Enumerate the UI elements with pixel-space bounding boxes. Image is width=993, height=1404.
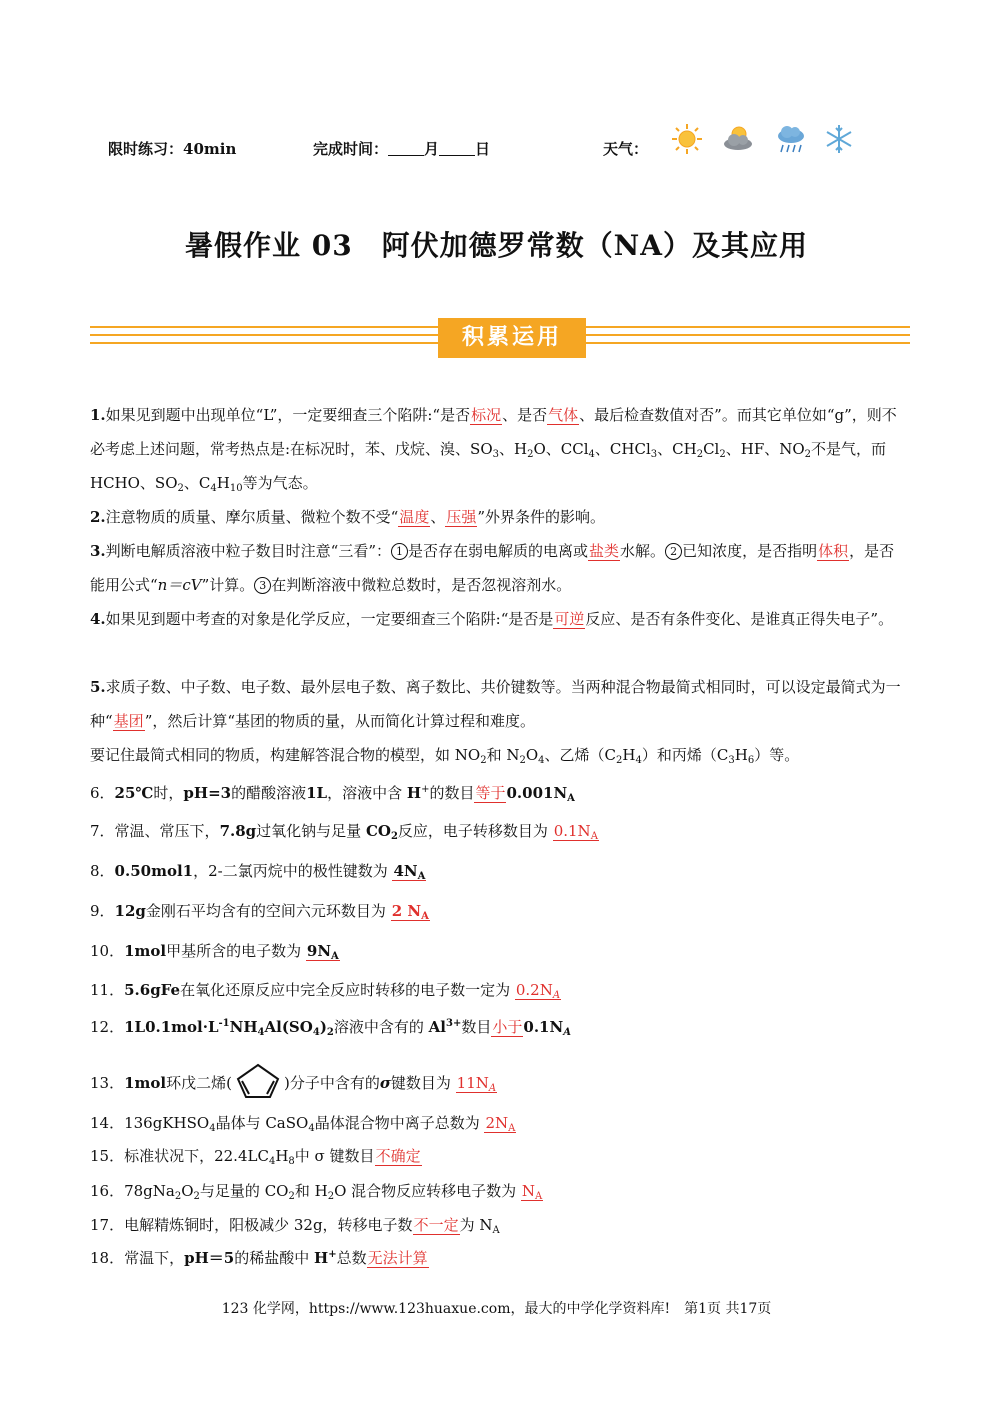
point-4 xyxy=(90,602,905,636)
answer-text: N xyxy=(521,1182,536,1200)
snow-icon xyxy=(822,122,856,156)
answer-text: 4N xyxy=(393,862,418,880)
text: 和 H xyxy=(294,1182,328,1200)
subscript: 2 xyxy=(519,755,526,766)
item-12 xyxy=(90,1012,571,1042)
text: 判断电解质溶液中粒子数目时注意“三看”： xyxy=(105,542,392,560)
answer-blank xyxy=(391,902,430,921)
text: ”计算。 xyxy=(201,576,255,594)
subscript: A xyxy=(552,990,561,1001)
subscript: A xyxy=(535,1191,543,1202)
weather-label: 天气： xyxy=(603,140,649,158)
finish-label: 完成时间： xyxy=(313,140,389,158)
subscript: 4 xyxy=(538,755,545,766)
subscript: 6 xyxy=(747,755,755,766)
text: 晶体与 CaSO xyxy=(215,1114,309,1132)
answer-text: 11N xyxy=(456,1074,489,1092)
text: 1L0.1mol·L xyxy=(124,1018,219,1036)
subscript: 4 xyxy=(209,1123,216,1134)
item-number: 7． xyxy=(90,822,115,840)
item-16 xyxy=(90,1176,543,1206)
text: 的醋酸溶液 xyxy=(231,784,307,802)
text: pH＝5 xyxy=(184,1249,235,1267)
answer-text: 9N xyxy=(306,942,332,960)
subscript: 2 xyxy=(527,449,534,460)
text: 7.8g xyxy=(219,822,257,840)
answer-blank xyxy=(306,942,340,961)
text: 水解。 xyxy=(620,542,666,560)
item-number: 17． xyxy=(90,1216,125,1234)
finish-time xyxy=(313,138,490,159)
item-6 xyxy=(90,778,575,808)
point-number: 4. xyxy=(90,610,106,628)
answer-text: 2 N xyxy=(391,902,422,920)
item-number: 18． xyxy=(90,1249,125,1267)
text: 过氧化钠与足量 xyxy=(256,822,366,840)
subscript: A xyxy=(567,793,575,804)
answer-blank xyxy=(515,981,561,1000)
text: Al(SO xyxy=(264,1018,313,1036)
item-number: 13． xyxy=(90,1074,125,1092)
text: NH xyxy=(229,1018,258,1036)
cyclopentadiene-structure-icon xyxy=(232,1062,284,1100)
text: 反应、是否有条件变化、是谁真正得失电子”。 xyxy=(585,610,894,628)
answer-blank xyxy=(553,822,599,841)
answer-blank: 不一定 xyxy=(413,1216,459,1234)
time-limit: 限时练习：40min xyxy=(108,140,237,158)
point-3 xyxy=(90,534,905,602)
text: 等为气态。 xyxy=(242,474,318,492)
answer-blank xyxy=(456,1074,497,1093)
item-11 xyxy=(90,975,561,1005)
item-18 xyxy=(90,1243,429,1273)
text: 1mol xyxy=(124,942,167,960)
point-2 xyxy=(90,500,905,534)
text: 要记住最简式相同的物质，构建解答混合物的模型，如 NO xyxy=(90,746,481,764)
circled-number: 1 xyxy=(391,543,408,560)
item-number: 16． xyxy=(90,1182,125,1200)
item-14 xyxy=(90,1108,516,1138)
item-9 xyxy=(90,896,430,926)
subscript: 4 xyxy=(588,449,595,460)
text: 标准状况下，22.4LC xyxy=(124,1147,269,1165)
point-5 xyxy=(90,670,905,772)
text: H xyxy=(406,784,422,802)
text: 136gKHSO xyxy=(124,1114,210,1132)
subscript: A xyxy=(590,831,598,842)
subscript: 2 xyxy=(174,1191,182,1202)
answer-blank: 气体 xyxy=(548,406,579,424)
text: 常温下， xyxy=(124,1249,185,1267)
answer-blank: 盐类 xyxy=(589,542,620,560)
point-number: 5. xyxy=(90,678,106,696)
text: 和 N xyxy=(486,746,520,764)
text: 总数 xyxy=(336,1249,367,1267)
item-number: 11． xyxy=(90,981,125,999)
text: 键数目为 xyxy=(390,1074,456,1092)
text: 溶液中含有的 xyxy=(333,1018,429,1036)
text: ）等。 xyxy=(754,746,800,764)
item-13 xyxy=(90,1062,497,1092)
answer-blank xyxy=(392,862,426,881)
text: 如果见到题中考查的对象是化学反应，一定要细查三个陷阱:“是否是 xyxy=(105,610,554,628)
text: 0.001N xyxy=(506,784,568,802)
answer-blank: 不确定 xyxy=(375,1147,421,1165)
text: )分子中含有的 xyxy=(283,1074,380,1092)
text: 25℃ xyxy=(114,784,154,802)
day-blank xyxy=(439,141,475,156)
subscript: 2 xyxy=(719,449,726,460)
item-number: 12． xyxy=(90,1018,125,1036)
text: Al xyxy=(428,1018,447,1036)
text: Cl xyxy=(703,440,720,458)
text: H xyxy=(734,746,748,764)
text: ）和丙烯（C xyxy=(641,746,729,764)
superscript: + xyxy=(421,784,430,795)
text: 电解精炼铜时，阳极减少 32g，转移电子数 xyxy=(124,1216,413,1234)
text: 、HF、NO xyxy=(725,440,805,458)
text: O xyxy=(181,1182,194,1200)
sigma-symbol: σ xyxy=(379,1074,391,1092)
subscript: 3 xyxy=(650,449,658,460)
subscript: 2 xyxy=(327,1191,335,1202)
item-number: 14． xyxy=(90,1114,125,1132)
text: 、是否 xyxy=(502,406,548,424)
text: 是否存在弱电解质的电离或 xyxy=(408,542,589,560)
subscript: 8 xyxy=(288,1156,295,1167)
subscript: 4 xyxy=(635,755,642,766)
text: 甲基所含的电子数为 xyxy=(166,942,306,960)
subscript: 2 xyxy=(616,755,623,766)
superscript: + xyxy=(328,1249,337,1260)
day-label: 日 xyxy=(475,140,491,158)
answer-blank: 小于 xyxy=(492,1018,523,1036)
subscript: A xyxy=(421,911,429,922)
superscript: -1 xyxy=(218,1018,230,1029)
item-17 xyxy=(90,1210,500,1240)
text: ，是否能用公式“ xyxy=(90,542,895,594)
point-1 xyxy=(90,398,905,500)
text: 、H xyxy=(499,440,528,458)
answer-blank: 标况 xyxy=(471,406,502,424)
answer-text: 2N xyxy=(485,1114,509,1132)
text: 1L xyxy=(306,784,328,802)
answer-blank: 可逆 xyxy=(554,610,585,628)
text: 注意物质的质量、摩尔质量、微粒个数不受“ xyxy=(105,508,399,526)
subscript: 3 xyxy=(728,755,735,766)
text: CO xyxy=(365,822,391,840)
text: 5.6gFe xyxy=(124,981,181,999)
item-10 xyxy=(90,936,340,966)
item-number: 8． xyxy=(90,862,115,880)
answer-blank xyxy=(521,1182,543,1201)
text: 、最后检查数值对否”。而其它单位如“g”，则不必考虑上述问题，常考热点是:在标况时，苯、戊烷、溴、SO xyxy=(90,406,897,458)
answer-blank: 等于 xyxy=(475,784,506,802)
text: 12g xyxy=(114,902,146,920)
text: H xyxy=(216,474,230,492)
subscript: 4 xyxy=(268,1156,276,1167)
subscript: 2 xyxy=(177,483,184,494)
text: ”外界条件的影响。 xyxy=(477,508,606,526)
text: 0.1N xyxy=(523,1018,564,1036)
subscript: 4 xyxy=(308,1123,315,1134)
item-number: 6． xyxy=(90,784,115,802)
text: H xyxy=(275,1147,289,1165)
subscript: A xyxy=(417,871,426,882)
point-number: 2. xyxy=(90,508,106,526)
sun-icon xyxy=(670,122,704,156)
text: 金刚石平均含有的空间六元环数目为 xyxy=(145,902,391,920)
text: 数目 xyxy=(461,1018,492,1036)
subscript: 2 xyxy=(390,831,398,842)
answer-blank xyxy=(484,1114,516,1133)
subscript: A xyxy=(492,1225,500,1236)
subscript: 4 xyxy=(312,1027,320,1038)
answer-blank: 体积 xyxy=(818,542,849,560)
item-15 xyxy=(90,1141,422,1171)
text: 晶体混合物中离子总数为 xyxy=(314,1114,485,1132)
subscript: A xyxy=(563,1027,571,1038)
item-number: 15． xyxy=(90,1147,125,1165)
subscript: 4 xyxy=(257,1027,265,1038)
text: 常温、常压下， xyxy=(114,822,220,840)
text: 求质子数、中子数、电子数、最外层电子数、离子数比、共价键数等。当两种混合物最简式相同时，可以设定最简式为一种“ xyxy=(90,678,901,730)
text: ，2-二氯丙烷中的极性键数为 xyxy=(193,862,393,880)
point-number: 3. xyxy=(90,542,106,560)
rain-icon xyxy=(774,122,808,156)
item-number: 9． xyxy=(90,902,115,920)
text: 、C xyxy=(183,474,211,492)
page-title: 暑假作业 03 阿伏加德罗常数（NA）及其应用 xyxy=(184,229,809,262)
answer-blank: 基团 xyxy=(113,712,144,730)
item-number: 10． xyxy=(90,942,125,960)
text: ”，然后计算“基团的物质的量，从而简化计算过程和难度。 xyxy=(144,712,536,730)
text: 在氧化还原反应中完全反应时转移的电子数一定为 xyxy=(180,981,515,999)
text: ) xyxy=(319,1018,327,1036)
circled-number: 2 xyxy=(665,543,682,560)
text: 0.50mol1 xyxy=(114,862,194,880)
superscript: 3+ xyxy=(446,1018,462,1029)
text: 反应，电子转移数目为 xyxy=(397,822,553,840)
text: 、 xyxy=(430,508,446,526)
text: 如果见到题中出现单位“L”，一定要细查三个陷阱:“是否 xyxy=(105,406,471,424)
month-label: 月 xyxy=(424,140,440,158)
text: 的数目 xyxy=(429,784,475,802)
section-badge: 积累运用 xyxy=(438,318,586,358)
subscript: 2 xyxy=(480,755,487,766)
text: 、乙烯（C xyxy=(544,746,617,764)
text: 为 N xyxy=(459,1216,493,1234)
text: 不是气，而 HCHO、SO xyxy=(90,440,887,492)
answer-blank: 无法计算 xyxy=(367,1249,428,1267)
item-8 xyxy=(90,856,426,886)
subscript: A xyxy=(488,1083,497,1094)
text: 与足量的 CO xyxy=(199,1182,289,1200)
subscript: 10 xyxy=(229,483,243,494)
text: O 混合物反应转移电子数为 xyxy=(334,1182,521,1200)
text: O xyxy=(525,746,539,764)
answer-blank: 温度 xyxy=(399,508,430,526)
subscript: 2 xyxy=(696,449,704,460)
subscript: 2 xyxy=(804,449,812,460)
answer-text: 0.2N xyxy=(515,981,553,999)
month-blank xyxy=(388,141,424,156)
subscript: A xyxy=(508,1123,516,1134)
text: 在判断溶液中微粒总数时，是否忽视溶剂水。 xyxy=(271,576,572,594)
subscript: A xyxy=(331,951,339,962)
text: 环戊二烯( xyxy=(166,1074,232,1092)
text: 78gNa xyxy=(124,1182,175,1200)
partly-cloudy-icon xyxy=(722,122,756,156)
text: 、CHCl xyxy=(594,440,651,458)
subscript: 3 xyxy=(492,449,500,460)
text: O、CCl xyxy=(533,440,589,458)
text: 1mol xyxy=(124,1074,167,1092)
subscript: 2 xyxy=(326,1027,334,1038)
circled-number: 3 xyxy=(254,577,271,594)
item-7 xyxy=(90,816,599,846)
text: H xyxy=(314,1249,329,1267)
answer-text: 0.1N xyxy=(553,822,591,840)
subscript: 2 xyxy=(193,1191,200,1202)
formula: n＝cV xyxy=(157,576,202,594)
text: 中 σ 键数目 xyxy=(294,1147,375,1165)
answer-blank: 压强 xyxy=(446,508,477,526)
text: pH=3 xyxy=(183,784,232,802)
text: 、CH xyxy=(657,440,697,458)
subscript: 2 xyxy=(288,1191,295,1202)
subscript: 4 xyxy=(210,483,217,494)
page-footer: 123 化学网，https://www.123huaxue.com，最大的中学化学资料库! 第1页 共17页 xyxy=(221,1301,772,1317)
point-number: 1. xyxy=(90,406,106,424)
text: ，溶液中含 xyxy=(327,784,407,802)
text: H xyxy=(622,746,636,764)
text: 的稀盐酸中 xyxy=(234,1249,314,1267)
text: 已知浓度，是否指明 xyxy=(682,542,818,560)
text: 时， xyxy=(153,784,184,802)
